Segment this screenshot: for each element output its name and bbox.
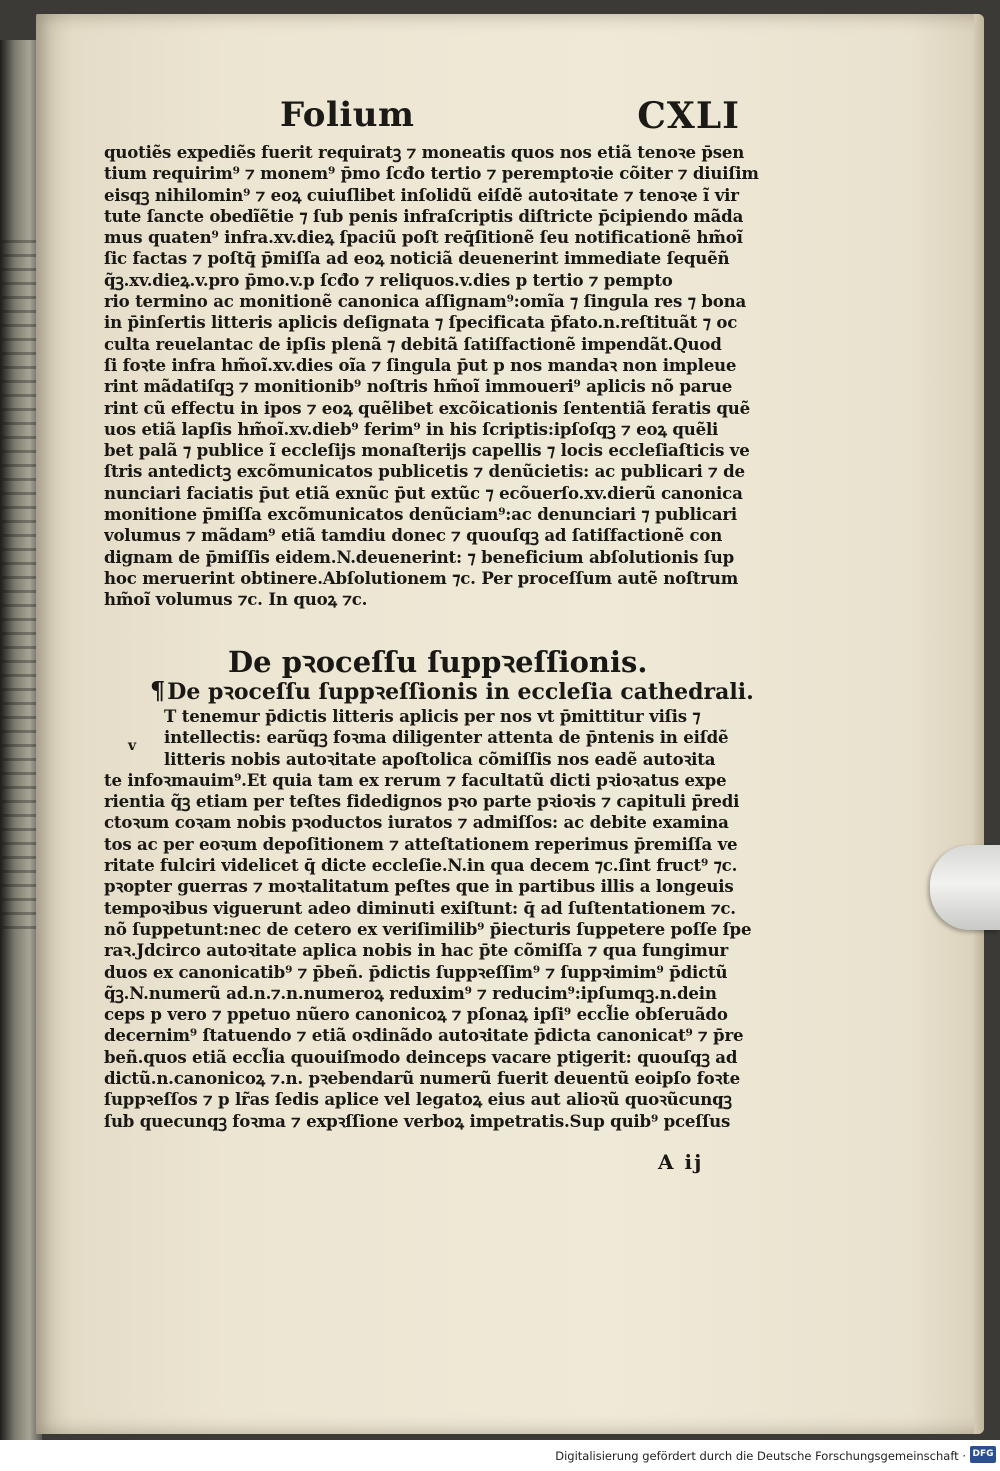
text-line: monitione p̄miſſa excõmunicatos denũciam⁹:ac denunciari ⁊ publicari — [104, 504, 737, 525]
text-line: raꝛ.Jdcirco autoꝛitate aplica nobis in hac p̄te cõmiſſa ⁊ qua fungimur — [104, 940, 729, 961]
text-line: pꝛopter guerras ⁊ moꝛtalitatum peſtes que in partibus illis a longeuis — [104, 876, 734, 897]
body-text-top — [104, 142, 774, 611]
text-line: duos ex canonicatib⁹ ⁊ p̄beñ. p̄dictis ſuppꝛeſſim⁹ ⁊ ſuppꝛimim⁹ p̄dictũ — [104, 961, 728, 982]
page-edge — [974, 14, 984, 1434]
text-line: hoc meruerint obtinere.Abſolutionem ⁊c. Per proceſſum autẽ noſtrum — [104, 567, 739, 588]
text-line: intellectis: earũqꝫ foꝛma diligenter attenta de p̄ntenis in eiſdẽ — [164, 727, 729, 748]
text-line: q̃ꝫ.N.numerũ ad.n.⁊.n.numeroꝝ reduxim⁹ ⁊ reducim⁹:ipſumqꝫ.n.dein — [104, 982, 717, 1003]
pilcrow-icon: ¶ — [150, 676, 166, 705]
text-line: tempoꝛibus viguerunt adeo diminuti exiſtunt: q̄ ad ſuſtentationem ⁊c. — [104, 897, 736, 918]
folio-number: CXLI — [637, 95, 740, 137]
footer-credit: Digitalisierung gefördert durch die Deutsche Forschungsgemeinschaft · — [555, 1449, 966, 1463]
text-line: te infoꝛmauim⁹.Et quia tam ex rerum ⁊ facultatũ dicti pꝛioꝛatus expe — [104, 769, 727, 790]
page-turn-tab[interactable] — [930, 845, 1000, 930]
text-line: mus quaten⁹ infra.xv.dieꝝ ſpaciũ poſt req̄ſitionẽ ſeu notificationẽ hm̃oĩ — [104, 227, 743, 248]
text-line: tos ac per eoꝛum depoſitionem ⁊ atteſtationem reperimus p̄remiſſa ve — [104, 833, 738, 854]
text-line: beñ.quos etiã eccl̃ia quouiſmodo deinceps vacare ptigerit: quouſqꝫ ad — [104, 1046, 738, 1067]
folio-word: Folium — [280, 95, 415, 135]
folio-header — [280, 95, 740, 145]
footer-bar — [0, 1440, 1000, 1471]
section-heading: De pꝛoceſſu ſuppꝛeſſionis. — [228, 645, 648, 679]
text-line: rio termino ac monitionẽ canonica aſſignam⁹:omĩa ⁊ ſingula res ⁊ bona — [104, 291, 747, 312]
text-line: in p̄inſertis litteris aplicis deſignata ⁊ ſpecificata p̄fato.n.reſtituãt ⁊ oc — [104, 312, 738, 333]
text-line: ſic factas ⁊ poſtq̄ p̄miſſa ad eoꝝ noticiã deuenerint immediate ſequẽñ — [104, 248, 730, 269]
previous-page-text-strip — [2, 240, 38, 940]
text-line: q̃ꝫ.xv.dieꝝ.v.pro p̄mo.v.p ſcđo ⁊ reliquos.v.dies p tertio ⁊ pempto — [104, 269, 673, 290]
text-line: tium requirim⁹ ⁊ monem⁹ p̄mo ſcđo tertio ⁊ peremptoꝛie cõiter ⁊ diuiſim — [104, 163, 759, 184]
text-line: tute ſancte obedĩẽtie ⁊ ſub penis infraſcriptis diſtricte p̄cipiendo mãda — [104, 205, 744, 226]
text-line: rint cũ effectu in ipos ⁊ eoꝝ quẽlibet excõicationis ſententiã feratis quẽ — [104, 397, 750, 418]
text-line: hm̃oĩ volumus ⁊c. In quoꝝ ⁊c. — [104, 589, 368, 610]
text-line: ritate fulciri videlicet q̄ dicte eccleſie.N.in qua decem ⁊c.ſint fruct⁹ ⁊c. — [104, 855, 738, 876]
text-line: rientia q̃ꝫ etiam per teſtes fidedignos pꝛo parte pꝛioꝛis ⁊ capituli p̄redi — [104, 791, 740, 812]
dfg-logo: DFG — [970, 1446, 996, 1463]
text-line: culta reuelantac de ipſis plenã ⁊ debitã ſatiſfactionẽ impendãt.Quod — [104, 333, 722, 354]
text-line: decernim⁹ ſtatuendo ⁊ etiã oꝛdinãdo autoꝛitate p̄dicta canonicat⁹ ⁊ p̄re — [104, 1025, 744, 1046]
signature-mark: A ij — [658, 1150, 704, 1174]
text-line: ctoꝛum coꝛam nobis pꝛoductos iuratos ⁊ admiſſos: ac debite examina — [104, 812, 729, 833]
text-line: ſtris antedictꝫ excõmunicatos publicetis ⁊ denũcietis: ac publicari ⁊ de — [104, 461, 745, 482]
body-text-bottom — [104, 706, 774, 1132]
text-line: ſub quecunqꝫ foꝛma ⁊ expꝛſſione verboꝝ impetratis.Sup quib⁹ pceſſus — [104, 1110, 731, 1131]
text-line: nunciari faciatis p̄ut etiã exnũc p̄ut extũc ⁊ ecõuerſo.xv.dierũ canonica — [104, 482, 743, 503]
text-line: litteris nobis autoꝛitate apoſtolica cõmiſſis nos eadẽ autoꝛita — [164, 748, 716, 769]
text-line: volumus ⁊ mãdam⁹ etiã tamdiu donec ⁊ quouſqꝫ ad ſatiſfactionẽ con — [104, 525, 723, 546]
text-line: eisqꝫ nihilomin⁹ ⁊ eoꝝ cuiuſlibet inſolidũ eiſdẽ autoꝛitate ⁊ tenoꝛe ĩ vir — [104, 184, 739, 205]
text-line: dignam de p̄miſſis eidem.N.deuenerint: ⁊ beneficium abſolutionis ſup — [104, 546, 734, 567]
text-line: quotiẽs expediẽs fuerit requiratꝫ ⁊ moneatis quos nos etiã tenoꝛe p̄sen — [104, 142, 745, 162]
text-line: dictũ.n.canonicoꝝ ⁊.n. pꝛebendarũ numerũ fuerit deuentũ eoipſo foꝛte — [104, 1068, 740, 1089]
section-subheading-text: De pꝛoceſſu ſuppꝛeſſionis in eccleſia cathedrali. — [167, 679, 754, 705]
text-line: bet palã ⁊ publice ĩ eccleſijs monaſterijs capellis ⁊ locis eccleſiaſticis ve — [104, 440, 750, 461]
section-subheading — [150, 676, 754, 706]
text-line: ceps p vero ⁊ ppetuo nũero canonicoꝝ ⁊ pſonaꝝ ipſi⁹ eccl̃ie obſeruãdo — [104, 1004, 728, 1025]
text-line: rint mãdatiſqꝫ ⁊ monitionib⁹ noſtris hm̃oĩ immoueri⁹ aplicis nõ parue — [104, 376, 733, 397]
text-line: ſi foꝛte infra hm̃oĩ.xv.dies oĩa ⁊ ſingula p̄ut p nos mandaꝛ non impleue — [104, 354, 737, 375]
guide-letter: v — [128, 738, 137, 754]
text-line: nõ ſuppetunt:nec de cetero ex veriſimilib⁹ p̄iecturis ſuppetere poſſe ſpe — [104, 918, 752, 939]
text-line: ſuppꝛeſſos ⁊ p lr̃as ſedis aplice vel legatoꝝ eius aut alioꝛũ quoꝛũcunqꝫ — [104, 1089, 732, 1110]
text-line: T tenemur p̄dictis litteris aplicis per nos vt p̄mittitur viſis ⁊ — [164, 706, 701, 726]
text-line: uos etiã lapſis hm̃oĩ.xv.dieb⁹ ferim⁹ in his ſcriptis:ipſoſqꝫ ⁊ eoꝝ quẽli — [104, 418, 719, 439]
